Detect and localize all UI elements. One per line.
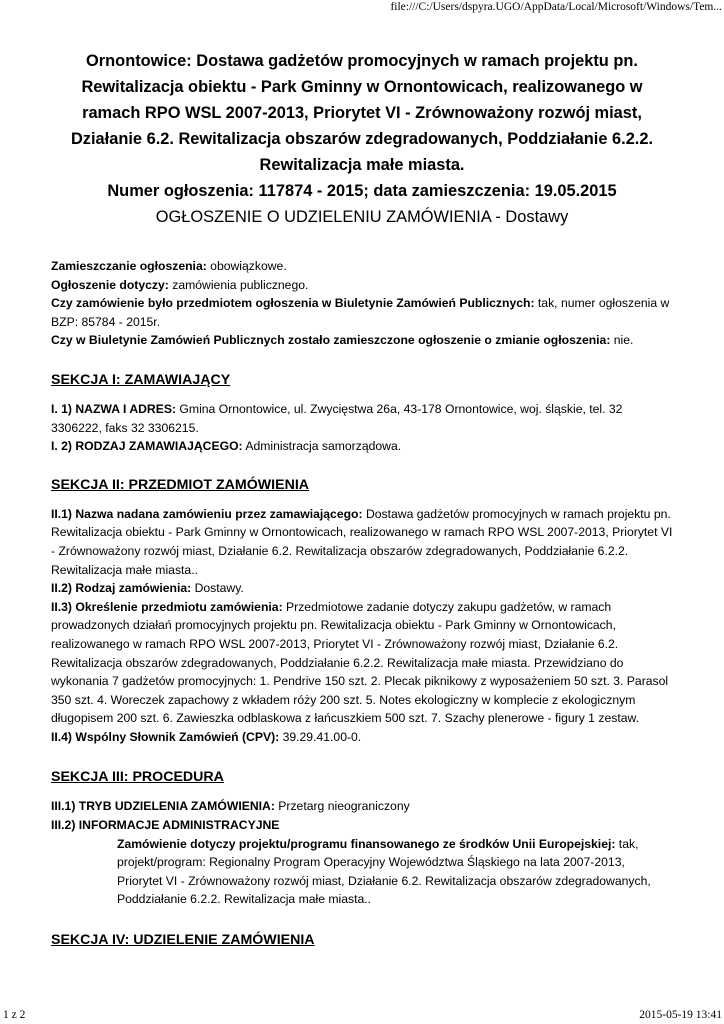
info-value: tak, numer ogłoszenia w BZP: 85784 - 2015r. (51, 296, 670, 329)
item-label: II.3) Określenie przedmiotu zamówienia: (51, 599, 283, 614)
section-item (51, 728, 673, 747)
item-value: Dostawy. (191, 581, 244, 596)
item-label: Zamówienie dotyczy projektu/programu finansowanego ze środków Unii Europejskiej: (117, 836, 616, 851)
item-value: tak, projekt/program: Regionalny Program Operacyjny Województwa Śląskiego na lata 2007-2013, Priorytet VI - Zrównoważony rozwój miast, Działanie 6.2. Rewitalizacja obszarów zdegradowanych, Poddziałanie 6.2.2. Rewitalizacja małe miasta.. (117, 836, 651, 907)
item-label: II.2) Rodzaj zamówienia: (51, 581, 192, 596)
info-line (51, 276, 673, 295)
browser-url: file:///C:/Users/dspyra.UGO/AppData/Local/Microsoft/Windows/Tem... (390, 1, 722, 13)
item-value: Dostawa gadżetów promocyjnych w ramach projektu pn. Rewitalizacja obiektu - Park Gminny w Ornontowicach, realizowanego w ramach RPO WSL 2007-2013, Priorytet VI - Zrównoważony rozwój miast, Działanie 6.2. Rewitalizacja obszarów zdegradowanych, Poddziałanie 6.2.2. Rewitalizacja małe miasta.. (51, 506, 673, 577)
info-line (51, 257, 673, 276)
item-label: III.2) INFORMACJE ADMINISTRACYJNE (51, 818, 280, 833)
info-value: obowiązkowe. (206, 259, 287, 273)
info-line (51, 331, 673, 350)
item-value: Gmina Ornontowice, ul. Zwycięstwa 26a, 43-178 Ornontowice, woj. śląskie, tel. 32 3306222, faks 32 3306215. (51, 401, 623, 435)
eu-funding-item (51, 835, 673, 909)
item-label: I. 1) NAZWA I ADRES: (51, 401, 177, 416)
item-label: I. 2) RODZAJ ZAMAWIAJĄCEGO: (51, 439, 243, 454)
notice-type: OGŁOSZENIE O UDZIELENIU ZAMÓWIENIA - Dostawy (155, 208, 569, 226)
item-value: Administracja samorządowa. (242, 439, 402, 454)
section-item (51, 598, 673, 728)
item-value: 39.29.41.00-0. (279, 729, 362, 744)
page-counter: 1 z 2 (3, 1009, 26, 1021)
item-value: Przetarg nieograniczony (274, 799, 410, 814)
section-item (51, 437, 673, 456)
item-label: II.1) Nazwa nadana zamówieniu przez zamawiającego: (51, 506, 363, 521)
info-value: zamówienia publicznego. (168, 277, 309, 292)
section-3-body (51, 797, 673, 909)
section-item (51, 797, 673, 816)
section-1-heading: SEKCJA I: ZAMAWIAJĄCY (51, 371, 231, 388)
section-item (51, 579, 673, 598)
info-label: Czy zamówienie było przedmiotem ogłoszenia w Biuletynie Zamówień Publicznych: (51, 296, 535, 311)
section-item (51, 816, 673, 835)
document-body (51, 48, 673, 960)
notice-info (51, 257, 673, 350)
print-timestamp: 2015-05-19 13:41 (639, 1009, 722, 1021)
section-item (51, 400, 673, 437)
info-line (51, 294, 673, 331)
section-3-heading: SEKCJA III: PROCEDURA (51, 769, 224, 786)
notice-title: Ornontowice: Dostawa gadżetów promocyjnych w ramach projektu pn. Rewitalizacja obiektu - Park Gminny w Ornontowicach, realizowanego w ramach RPO WSL 2007-2013, Priorytet VI - Zrównoważony rozwój miast, Działanie 6.2. Rewitalizacja obszarów zdegradowanych, Poddziałanie 6.2.2. Rewitalizacja małe miasta. (70, 52, 654, 174)
section-2-heading: SEKCJA II: PRZEDMIOT ZAMÓWIENIA (51, 476, 310, 493)
info-label: Czy w Biuletynie Zamówień Publicznych zostało zamieszczone ogłoszenie o zmianie ogłoszenia: (51, 333, 611, 348)
section-4-heading: SEKCJA IV: UDZIELENIE ZAMÓWIENIA (51, 932, 315, 949)
section-item (51, 505, 673, 579)
notice-header (51, 48, 673, 230)
notice-number: Numer ogłoszenia: 117874 - 2015; data zamieszczenia: 19.05.2015 (107, 182, 617, 200)
item-value: Przedmiotowe zadanie dotyczy zakupu gadżetów, w ramach prowadzonych działań promocyjnych projektu pn. Rewitalizacja obiektu - Park Gminny w Ornontowicach, realizowanego w ramach RPO WSL 2007-2013, Priorytet VI - Zrównoważony rozwój miast, Działanie 6.2. Rewitalizacja obszarów zdegradowanych, Poddziałanie 6.2.2. Rewitalizacja małe miasta. Przewidziano do wykonania 7 gadżetów promocyjnych: 1. Pendrive 150 szt. 2. Plecak piknikowy z wyposażeniem 50 szt. 3. Parasol 350 szt. 4. Woreczek zapachowy z wkładem róży 200 szt. 5. Notes ekologiczny w komplecie z ekologicznym długopisem 200 szt. 6. Zawieszka odblaskowa z łańcuszkiem 500 szt. 7. Szachy plenerowe - figury 1 zestaw. (51, 599, 669, 726)
section-2-body (51, 505, 673, 747)
info-value: nie. (610, 333, 634, 348)
item-label: III.1) TRYB UDZIELENIA ZAMÓWIENIA: (51, 799, 275, 814)
info-label: Ogłoszenie dotyczy: (51, 277, 169, 292)
section-1-body (51, 400, 673, 456)
info-label: Zamieszczanie ogłoszenia: (51, 259, 207, 273)
item-label: II.4) Wspólny Słownik Zamówień (CPV): (51, 729, 280, 744)
